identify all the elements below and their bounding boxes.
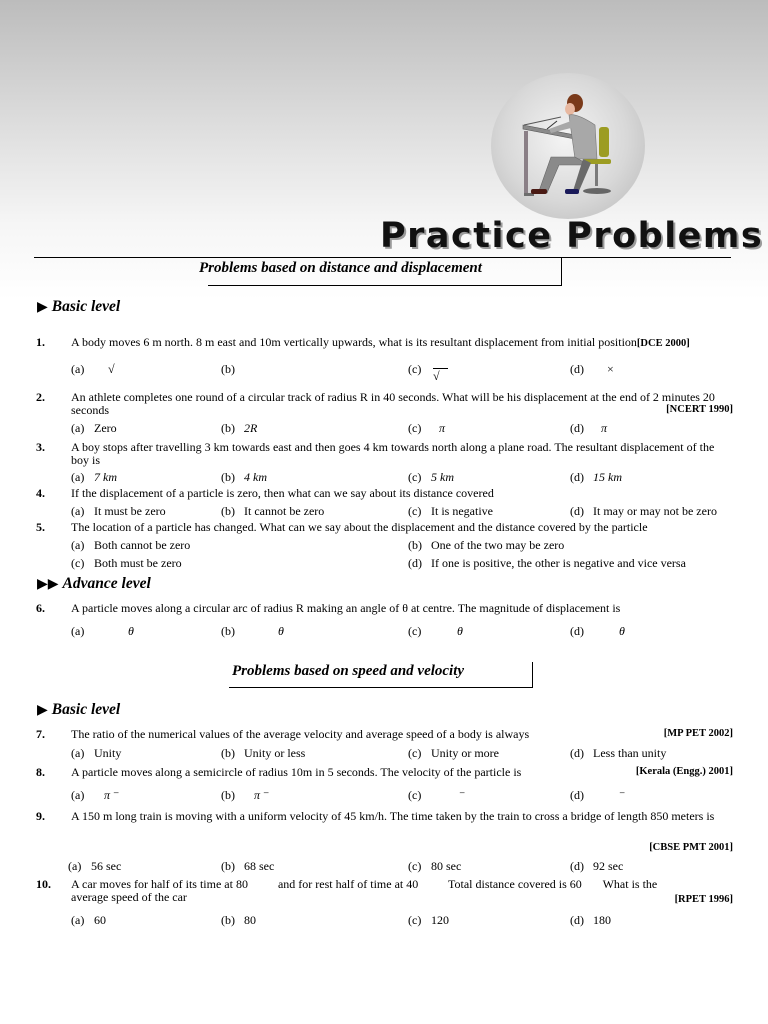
question-number: 1. (36, 335, 45, 349)
options-row (68, 859, 728, 873)
option: (a) √ (71, 362, 115, 376)
question-number: 8. (36, 765, 45, 779)
option: (c) Both must be zero (71, 556, 182, 570)
option: (d) 15 km (570, 470, 622, 484)
option: (b) 68 sec (221, 859, 275, 873)
question-text: An athlete completes one round of a circular track of radius R in 40 seconds. What will be his displacement at the end of 2 minutes 20 seconds (71, 390, 715, 417)
question-text: The ratio of the numerical values of the average velocity and average speed of a body is always (71, 727, 530, 741)
option: (b) π ⁻ (221, 788, 270, 802)
options-row (71, 538, 731, 552)
option: (b) One of the two may be zero (408, 538, 565, 552)
option: (d) ⁻ (570, 788, 626, 802)
question-text: A car moves for half of its time at 80 and for rest half of time at 40 Total distance covered is 60 What is the average speed of the car (71, 877, 658, 904)
option: (b) θ (221, 624, 284, 638)
option: (b) (221, 362, 235, 376)
question-source: [DCE 2000] (636, 338, 690, 349)
question-number: 3. (36, 440, 45, 454)
question-source: [MP PET 2002] (663, 728, 733, 739)
option: (a) Both cannot be zero (71, 538, 191, 552)
option: (a) Unity (71, 746, 122, 760)
play-arrow-icon: ▶ (37, 703, 48, 718)
option: (d) 92 sec (570, 859, 624, 873)
option: (c) π (408, 421, 446, 435)
question-source: [CBSE PMT 2001] (649, 842, 733, 853)
options-row (71, 913, 731, 927)
question-text: A particle moves along a semicircle of radius 10m in 5 seconds. The velocity of the particle is (71, 765, 522, 779)
question-text: A 150 m long train is moving with a uniform velocity of 45 km/h. The time taken by the train to cross a bridge of length 850 meters is (71, 809, 715, 823)
question-number: 6. (36, 601, 45, 615)
options-row (71, 556, 731, 570)
play-arrow-icon: ▶ (37, 300, 48, 315)
option: (d) θ (570, 624, 625, 638)
option: (d) π (570, 421, 608, 435)
section-heading: Problems based on distance and displacement (199, 260, 482, 276)
option: (b) Unity or less (221, 746, 306, 760)
options-row (71, 788, 731, 802)
options-row (71, 421, 731, 435)
question-text: The location of a particle has changed. What can we say about the displacement and the distance covered by the particle (71, 520, 648, 534)
option: (c) 120 (408, 913, 449, 927)
option: (a) π ⁻ (71, 788, 120, 802)
option: (a) 7 km (71, 470, 117, 484)
question-text: If the displacement of a particle is zero, then what can we say about its distance covered (71, 486, 494, 500)
question-number: 7. (36, 727, 45, 741)
page-title: Practice Problems (380, 216, 764, 256)
option: (c) Unity or more (408, 746, 499, 760)
option: (a) Zero (71, 421, 117, 435)
question-number: 4. (36, 486, 45, 500)
option: (c) It is negative (408, 504, 493, 518)
options-row (71, 362, 731, 383)
question-number: 5. (36, 520, 45, 534)
option: (b) 4 km (221, 470, 267, 484)
option: (c) √ (408, 362, 448, 377)
option: (b) 80 (221, 913, 256, 927)
question-source: [Kerala (Engg.) 2001] (635, 766, 733, 777)
question-number: 10. (36, 877, 51, 891)
question-source: [NCERT 1990] (666, 404, 733, 415)
level-heading: ▶▶ Advance level (37, 575, 151, 592)
option: (d) 180 (570, 913, 611, 927)
option: (c) 80 sec (408, 859, 462, 873)
options-row (71, 470, 731, 484)
options-row (71, 504, 731, 518)
options-row (71, 746, 731, 760)
option: (d) If one is positive, the other is negative and vice versa (408, 556, 686, 570)
question-text: A boy stops after travelling 3 km towards east and then goes 4 km towards north along a plane road. The resultant displacement of the boy is (71, 440, 715, 467)
option: (d) It may or may not be zero (570, 504, 717, 518)
option: (a) 56 sec (68, 859, 122, 873)
option: (c) ⁻ (408, 788, 466, 802)
level-heading: ▶ Basic level (37, 701, 121, 718)
question-number: 9. (36, 809, 45, 823)
question-text: A particle moves along a circular arc of radius R making an angle of θ at centre. The magnitude of displacement is (71, 601, 621, 615)
question-number: 2. (36, 390, 45, 404)
option: (a) 60 (71, 913, 106, 927)
option: (a) It must be zero (71, 504, 166, 518)
option: (b) 2R (221, 421, 258, 435)
options-row (71, 624, 731, 638)
double-arrow-icon: ▶▶ (37, 577, 59, 592)
section-heading: Problems based on speed and velocity (232, 663, 465, 679)
level-heading: ▶ Basic level (37, 298, 121, 315)
option: (d) × (570, 362, 614, 376)
question-source: [RPET 1996] (674, 894, 733, 905)
option: (d) Less than unity (570, 746, 667, 760)
student-writing-illustration (491, 73, 645, 219)
option: (c) θ (408, 624, 463, 638)
question-text: A body moves 6 m north. 8 m east and 10m vertically upwards, what is its resultant displacement from initial position[DCE 2000] (71, 335, 690, 349)
option: (c) 5 km (408, 470, 454, 484)
option: (a) θ (71, 624, 134, 638)
option: (b) It cannot be zero (221, 504, 325, 518)
